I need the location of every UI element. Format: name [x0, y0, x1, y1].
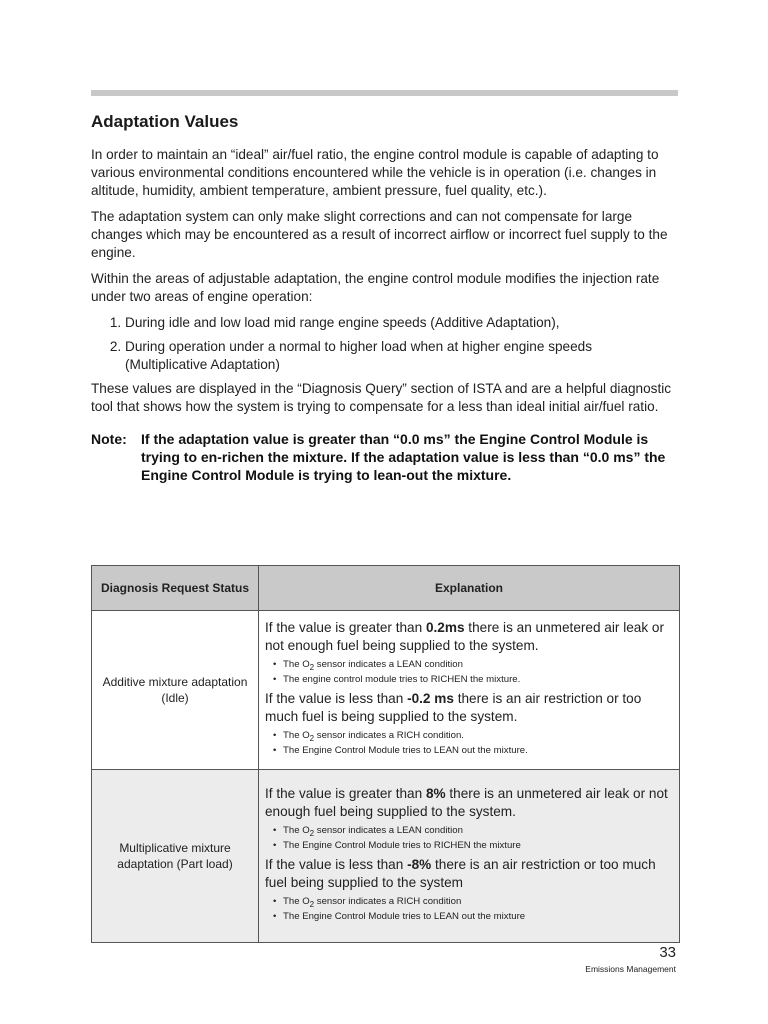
table-row: [92, 611, 680, 770]
note-text: If the adaptation value is greater than “0.0 ms” the Engine Control Module is trying to en-richen the mixture. If the adaptation value is less than “0.0 ms” the Engine Control Module is trying to lean-out the mixture.: [141, 431, 666, 483]
paragraph-intro: In order to maintain an “ideal” air/fuel ratio, the engine control module is capable of adapting to various environmental conditions encountered while the vehicle is in operation (i.e. changes in altitude, humidity, ambient temperature, ambient pressure, fuel quality, etc.).: [91, 147, 659, 198]
bullet-list: [265, 896, 671, 923]
list-item: • The $O_2$ sensor indicates a LEAN condition: [283, 825, 671, 840]
bullet-list: [265, 730, 671, 757]
status-cell: Multiplicative mixture adaptation (Part load): [92, 769, 259, 942]
table-row: [92, 769, 680, 942]
operation-areas-list: [91, 314, 678, 374]
condition-low: If the value is less than -0.2 ms there is an air restriction or too much fuel is being supplied to the system.: [265, 690, 642, 724]
explanation-cell: [259, 611, 680, 770]
list-item: • The $O_2$ sensor indicates a RICH condition: [283, 896, 671, 911]
diagnosis-table: [91, 565, 680, 943]
bullet-list: [265, 659, 671, 686]
header-status: Diagnosis Request Status: [92, 566, 259, 611]
explanation-cell: [259, 769, 680, 942]
top-divider: [91, 90, 678, 96]
condition-high: If the value is greater than 0.2ms there is an unmetered air leak or not enough fuel being supplied to the system.: [265, 620, 664, 653]
list-item: • The engine control module tries to RICHEN the mixture.: [283, 674, 671, 686]
list-item: • The $O_2$ sensor indicates a LEAN condition: [283, 659, 671, 674]
list-item: • The $O_2$ sensor indicates a RICH condition.: [283, 730, 671, 745]
status-cell: Additive mixture adaptation (Idle): [92, 611, 259, 770]
page-number: 33: [659, 944, 676, 961]
document-body: [91, 112, 678, 484]
condition-low: If the value is less than -8% there is an air restriction or too much fuel being supplied to the system: [265, 856, 656, 890]
header-explanation: Explanation: [259, 566, 680, 611]
list-item: 1. During idle and low load mid range engine speeds (Additive Adaptation),: [125, 314, 678, 332]
list-item: • The Engine Control Module tries to LEAN out the mixture: [283, 911, 671, 923]
footer-section-title: Emissions Management: [585, 964, 676, 974]
section-heading: Adaptation Values: [91, 112, 239, 131]
bullet-list: [265, 825, 671, 852]
note-block: [91, 430, 678, 484]
list-item: • The Engine Control Module tries to RICHEN the mixture: [283, 840, 671, 852]
list-item: • The Engine Control Module tries to LEAN out the mixture.: [283, 745, 671, 757]
list-item: 2. During operation under a normal to higher load when at higher engine speeds (Multiplicative Adaptation): [125, 338, 678, 374]
paragraph-limits: The adaptation system can only make slight corrections and can not compensate for large changes which may be encountered as a result of incorrect airflow or incorrect fuel supply to the engine.: [91, 209, 668, 260]
condition-high: If the value is greater than 8% there is an unmetered air leak or not enough fuel being supplied to the system.: [265, 785, 668, 819]
paragraph-ista: These values are displayed in the “Diagnosis Query” section of ISTA and are a helpful diagnostic tool that shows how the system is trying to compensate for a less than ideal initial air/fuel ratio.: [91, 381, 672, 414]
note-label: Note:: [91, 431, 127, 447]
table-header-row: [92, 566, 680, 611]
paragraph-areas: Within the areas of adjustable adaptation, the engine control module modifies the injection rate under two areas of engine operation:: [91, 271, 660, 304]
